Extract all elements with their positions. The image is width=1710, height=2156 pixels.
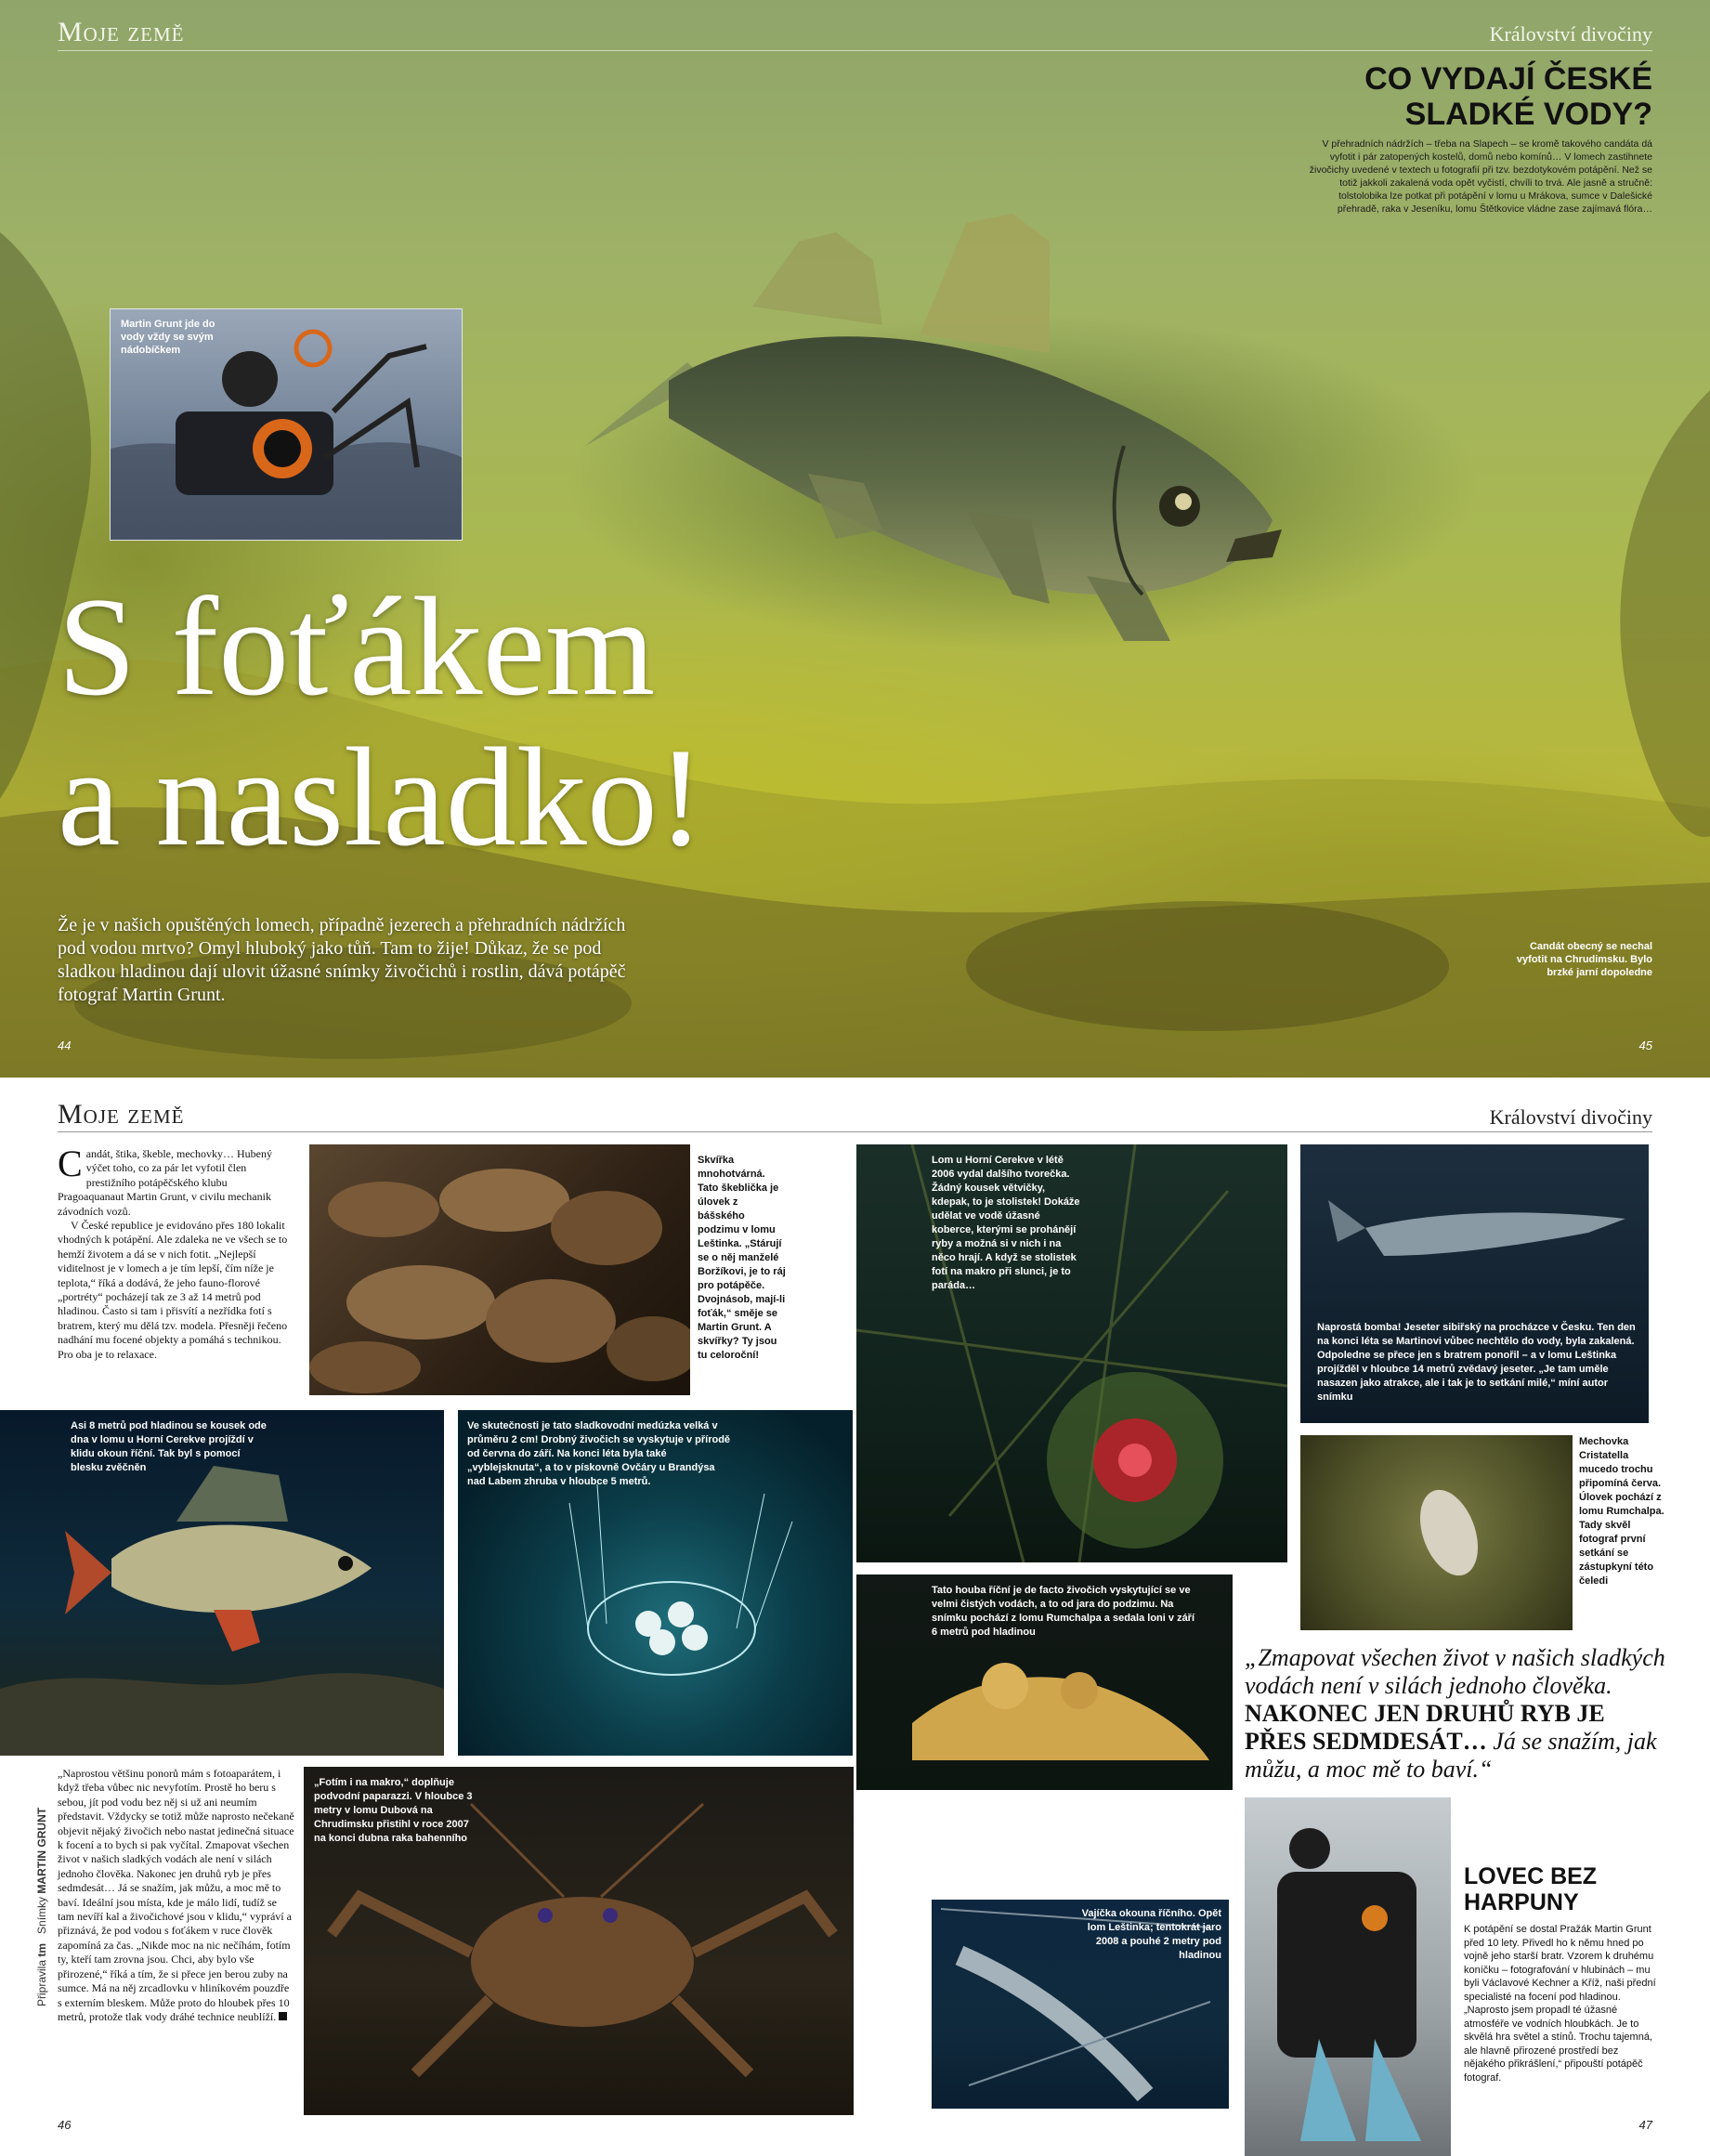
headline-line-1: S foťákem [58,568,656,725]
end-mark [279,2012,287,2020]
bottom-spread [0,1078,1710,2156]
sturgeon-caption: Naprostá bomba! Jeseter sibiřský na procházce v Česku. Ten den na konci léta se Martinovi vůbec nechtělo do vody, byla zakalená. Odpoledne se přece jen s bratrem ponořil – a v lomu Leštinka projížděl v hloubce 14 metrů zvědavý jeseter. „Je tam uměle nasazen jako atrakce, ale i tak je to setkání milé,“ míní autor snímku [1317,1322,1636,1403]
section-title: Moje země [58,17,185,47]
sidebar-title: CO VYDAJÍ ČESKÉ SLADKÉ VODY? [1364,61,1652,132]
box-text: K potápění se dostal Pražák Martin Grunt před 10 lety. Přivedl ho k němu hned po vojně jeho starší bratr. Vzorem k druhému koníčku – fotografování v hlubinách – mu byli Václavové Kechner a Kříž, naši přední specialisté na focení pod hladinou. „Naprosto jsem propadl té úžasné atmosféře ve vodních hloubkách. Je to skvělá hra světel a stínů. Trochu tajemná, ale hlavně přirozené prostředí bez nějakého přikrášlení,“ připouští potápěč fotograf. [1464,1924,1656,2084]
article-column-1 [58,1143,294,1362]
bryozoan-caption: Mechovka Cristatella mucedo trochu připomíná červa. Úlovek pochází z lomu Rumchalpa. Tady skvěl fotograf první setkání se zástupkyní této čeledi [1579,1436,1664,1587]
rubric-title-bottom: Království divočiny [1489,1105,1652,1129]
photo-credits: Připravila tm Snímky MARTIN GRUNT [35,1807,48,2006]
mussels-photo [309,1144,690,1395]
header-rule-bottom [58,1131,1652,1132]
rubric-title: Království divočiny [1489,22,1652,46]
pull-quote-highlight: NAKONEC JEN DRUHŮ RYB JE PŘES SEDMDESÁT… [1245,1700,1605,1755]
headline-line-2: a nasladko! [58,719,705,875]
article-paragraph: Candát, štika, škeble, mechovky… Hubený výčet toho, co za pár let vyfotil člen prestižního potápěčského klubu Pragoaquanaut Martin Grunt, v civilu mechanik závodních vozů. [58,1143,272,1218]
sidebar-text: V přehradních nádržích – třeba na Slapech – se kromě takového candáta dá vyfotit i pár zatopených kostelů, domů nebo komínů… V lomech zastihnete živočichy uvedené v textech u fotografií při tzv. bezdotykovém potápění. Než se totiž jakkoli zakalená voda opět vyčistí, chvíli to trvá. Ale jasně a stručně: tolstolobika lze potkat při potápění v lomu u Mrákova, sumce v Dalešické přehradě, raka v Jeseníku, lomu Štětkovice vládne zase zajímavá flóra… [1309,138,1652,215]
article-paragraph: V České republice je evidováno přes 180 lokalit vhodných k potápění. Ale zdaleka ne ve všech se to hemží životem a dá se v nich fotit. „Nejlepší viditelnost je v lomech a je tím lepší, čím níže je teplota,“ říká a dodává, že jeho fauno-florové „portréty“ pocházejí tak ze 3 až 14 metrů pod hladinou. Často si tam i přisvítí a nezřídka fotí s bratrem, který mu dělá tzv. modela. Přesněji řečeno nadhání mu focené objekty a pomáhá s technikou. Pro oba je to relaxace. [58,1219,288,1361]
page-number-47: 47 [1638,2118,1652,2132]
box-title: LOVEC BEZ HARPUNY [1464,1863,1598,1915]
header-rule [58,50,1652,51]
diver-portrait-photo [1245,1797,1451,2156]
hornwort-caption: Lom u Horní Cerekve v létě 2006 vydal dalšího tvorečka. Žádný kousek větvičky, kdepak, to je stolistek! Dokáže udělat ve vodě úžasné koberce, kterými se prohánějí ryby a možná si v nich i na něco hrají. A když se stolistek fotí na makro při slunci, je to paráda… [932,1155,1080,1291]
bryozoan-photo [1300,1435,1573,1630]
zander-caption: Candát obecný se nechal vyfotit na Chrudimsku. Bylo brzké jarní dopoledne [1516,941,1652,978]
lead-paragraph: Že je v našich opuštěných lomech, případně jezerech a přehradních nádržích pod vodou mrtvo? Omyl hluboký jako tůň. Tam to žije! Důkaz, že se pod sladkou hladinou dají ulovit úžasné snímky živočichů i rostlin, dává potápěč fotograf Martin Grunt. [58,915,626,1005]
article-paragraph: „Naprostou většinu ponorů mám s fotoaparátem, i když třeba vůbec nic nevyfotím. Prostě ho beru s sebou, jít pod vodu bez něj si už ani neumím představit. Vždycky se totiž může naprosto nečekaně objevit nějaký živočich nebo nastat jedinečná situace k focení a to bych si pak vyčítal. Zmapovat všechen život v našich sladkých vodách ale není v silách jednoho člověka. Nakonec jen druhů ryb je přes sedmdesát… Já se snažím, jak můžu, a moc mě to baví. Ideální jsou místa, kde je málo lidí, tudíž se tam nevíří kal a živočichové jsou v klidu,“ vypráví a přiznává, že pod vodou s foťákem v ruce člověk zapomíná za čas. „Nikde moc na nic nečíhám, fotím ty, kteří tam zrovna jsou. Chci, aby bylo vše přirozené,“ říká a tím, že si přece jen berou zuby na sumce. Má na něj zrcadlovku v hliníkovém pouzdře s externím bleskem. Může proto do hloubek přes 10 metrů, protože tlak vody dráhé technice neublíží. [58,1767,294,2023]
pull-quote: „Zmapovat všechen život v našich sladkých vodách není v silách jednoho člověka. NAKONEC JEN DRUHŮ RYB JE PŘES SEDMDESÁT… Já se snažím, jak můžu, a moc mě to baví.“ [1245,1644,1665,1783]
sponge-caption: Tato houba říční je de facto živočich vyskytující se ve velmi čistých vodách, a to od jara do podzimu. Na snímku pochází z lomu Rumchalpa a sedala loni v září 6 metrů pod hladinou [932,1585,1195,1638]
article-column-2 [58,1767,294,2024]
jellyfish-caption: Ve skutečnosti je tato sladkovodní medúzka velká v průměru 2 cm! Drobný živočich se vyskytuje v přírodě od června do září. Na konci léta byla také „vyblejsknuta“, a to v pískovně Ovčáry u Brandýsa nad Labem zhruba v hloubce 5 metrů. [467,1420,731,1487]
perch-eggs-caption: Vajíčka okouna říčního. Opět lom Leštinka; tentokrát jaro 2008 a pouhé 2 metry pod hladinou [1081,1908,1221,1961]
section-title-bottom: Moje země [58,1099,185,1130]
perch-caption: Asi 8 metrů pod hladinou se kousek ode dna v lomu u Horní Cerekve projíždí v klidu okoun říční. Tak byl s pomocí blesku zvěčněn [71,1420,267,1473]
mussels-caption: Skvířka mnohotvárná. Tato škeblička je úlovek z bášského podzimu v lomu Leštinka. „Stárují se o něj manželé Boržíkovi, je to ráj pro potápěče. Dvojnásob, mají-li foťák,“ směje se Martin Grunt. A skvířky? Ty jsou tu celoroční! [698,1155,786,1361]
page-number-44: 44 [58,1039,72,1052]
main-headline [58,568,894,875]
diver-caption: Martin Grunt jde do vody vždy se svým nádobíčkem [121,319,215,356]
page-number-46: 46 [58,2118,72,2132]
drop-cap: C [58,1143,83,1184]
crayfish-caption: „Fotím i na makro,“ doplňuje podvodní paparazzi. V hloubce 3 metry v lomu Dubová na Chrudimsku přistihl v roce 2007 na konci dubna raka bahenního [314,1777,473,1844]
page-number-45: 45 [1638,1039,1652,1052]
